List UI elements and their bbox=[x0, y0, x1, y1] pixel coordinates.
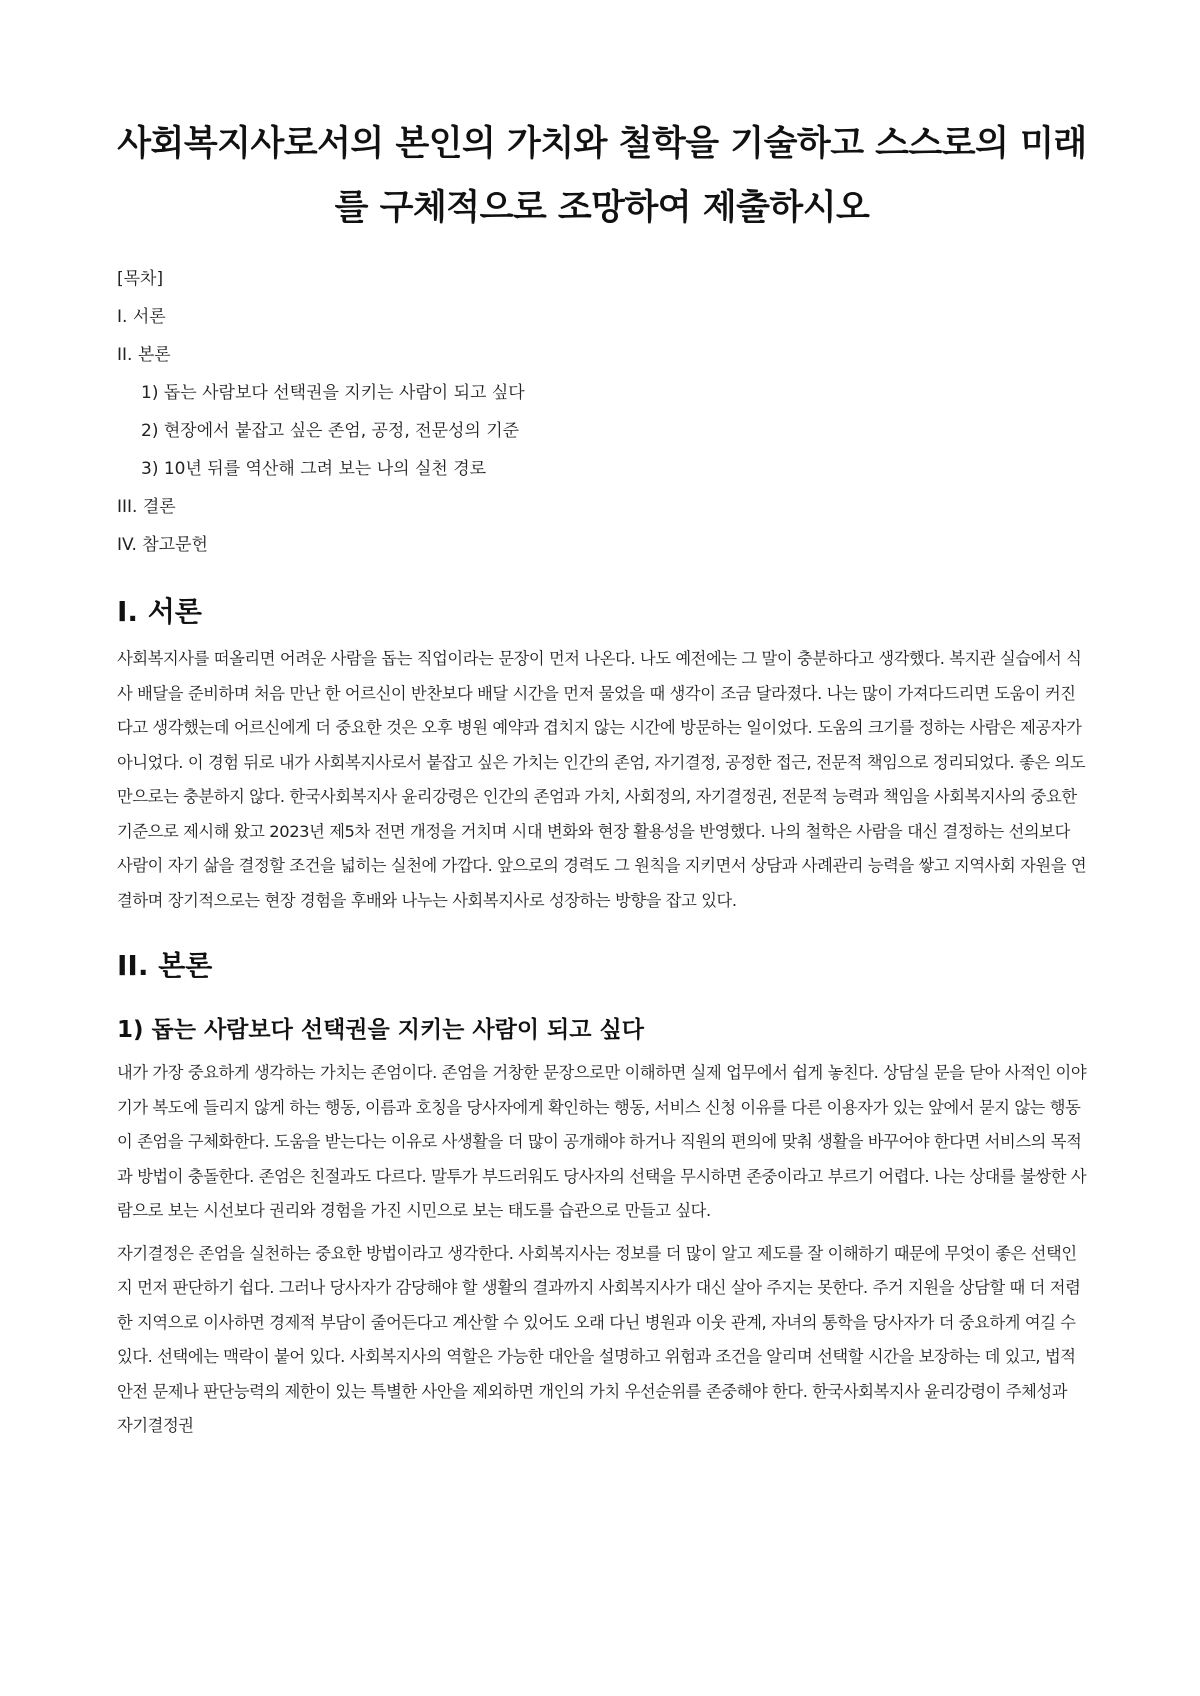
intro-paragraph: 사회복지사를 떠올리면 어려운 사람을 돕는 직업이라는 문장이 먼저 나온다. 나도 예전에는 그 말이 충분하다고 생각했다. 복지관 실습에서 식사 배달을 준비하며 처음 만난 한 어르신이 반찬보다 배달 시간을 먼저 물었을 때 생각이 조금 달라졌다. 나는 많이 가져다드리면 도움이 커진다고 생각했는데 어르신에게 더 중요한 것은 오후 병원 예약과 겹치지 않는 시간에 방문하는 일이었다. 도움의 크기를 정하는 사람은 제공자가 아니었다. 이 경험 뒤로 내가 사회복지사로서 붙잡고 싶은 가치는 인간의 존엄, 자기결정, 공정한 접근, 전문적 책임으로 정리되었다. 좋은 의도만으로는 충분하지 않다. 한국사회복지사 윤리강령은 인간의 존엄과 가치, 사회정의, 자기결정권, 전문적 능력과 책임을 사회복지사의 중요한 기준으로 제시해 왔고 2023년 제5차 전면 개정을 거치며 시대 변화와 현장 활용성을 반영했다. 나의 철학은 사람을 대신 결정하는 선의보다 사람이 자기 삶을 결정할 조건을 넓히는 실천에 가깝다. 앞으로의 경력도 그 원칙을 지키면서 상담과 사례관리 능력을 쌓고 지역사회 자원을 연결하며 장기적으로는 현장 경험을 후배와 나누는 사회복지사로 성장하는 방향을 잡고 있다. bbox=[117, 649, 1087, 910]
subsection-heading-1: 1) 돕는 사람보다 선택권을 지키는 사람이 되고 싶다 bbox=[117, 1017, 644, 1043]
toc-subitem: 2) 현장에서 붙잡고 싶은 존엄, 공정, 전문성의 기준 bbox=[141, 421, 520, 441]
toc-item: III. 결론 bbox=[117, 497, 176, 517]
toc-item: II. 본론 bbox=[117, 345, 171, 365]
toc-heading: [목차] bbox=[117, 269, 164, 289]
document-title: 사회복지사로서의 본인의 가치와 철학을 기술하고 스스로의 미래를 구체적으로 조망하여 제출하시오 bbox=[117, 124, 1087, 228]
body-paragraph: 자기결정은 존엄을 실천하는 중요한 방법이라고 생각한다. 사회복지사는 정보를 더 많이 알고 제도를 잘 이해하기 때문에 무엇이 좋은 선택인지 먼저 판단하기 쉽다. 그러나 당사자가 감당해야 할 생활의 결과까지 사회복지사가 대신 살아 주지는 못한다. 주거 지원을 상담할 때 더 저렴한 지역으로 이사하면 경제적 부담이 줄어든다고 계산할 수 있어도 오래 다닌 병원과 이웃 관계, 자녀의 통학을 당사자가 더 중요하게 여길 수 있다. 선택에는 맥락이 붙어 있다. 사회복지사의 역할은 가능한 대안을 설명하고 위험과 조건을 알리며 선택할 시간을 보장하는 데 있고, 법적 안전 문제나 판단능력의 제한이 있는 특별한 사안을 제외하면 개인의 가치 우선순위를 존중해야 한다. 한국사회복지사 윤리강령이 주체성과 자기결정권 bbox=[117, 1243, 1081, 1435]
toc-item: IV. 참고문헌 bbox=[117, 535, 208, 555]
section-heading-intro: I. 서론 bbox=[117, 595, 202, 628]
toc-item: I. 서론 bbox=[117, 307, 166, 327]
table-of-contents bbox=[117, 260, 1087, 564]
body-paragraph: 내가 가장 중요하게 생각하는 가치는 존엄이다. 존엄을 거창한 문장으로만 이해하면 실제 업무에서 쉽게 놓친다. 상담실 문을 닫아 사적인 이야기가 복도에 들리지 않게 하는 행동, 이름과 호칭을 당사자에게 확인하는 행동, 서비스 신청 이유를 다른 이용자가 있는 앞에서 묻지 않는 행동이 존엄을 구체화한다. 도움을 받는다는 이유로 사생활을 더 많이 공개해야 하거나 직원의 편의에 맞춰 생활을 바꾸어야 한다면 서비스의 목적과 방법이 충돌한다. 존엄은 친절과도 다르다. 말투가 부드러워도 당사자의 선택을 무시하면 존중이라고 부르기 어렵다. 나는 상대를 불쌍한 사람으로 보는 시선보다 권리와 경험을 가진 시민으로 보는 태도를 습관으로 만들고 싶다. bbox=[117, 1063, 1087, 1220]
toc-subitem: 3) 10년 뒤를 역산해 그려 보는 나의 실천 경로 bbox=[141, 459, 487, 479]
section-heading-body: II. 본론 bbox=[117, 949, 213, 982]
toc-subitem: 1) 돕는 사람보다 선택권을 지키는 사람이 되고 싶다 bbox=[141, 383, 525, 403]
